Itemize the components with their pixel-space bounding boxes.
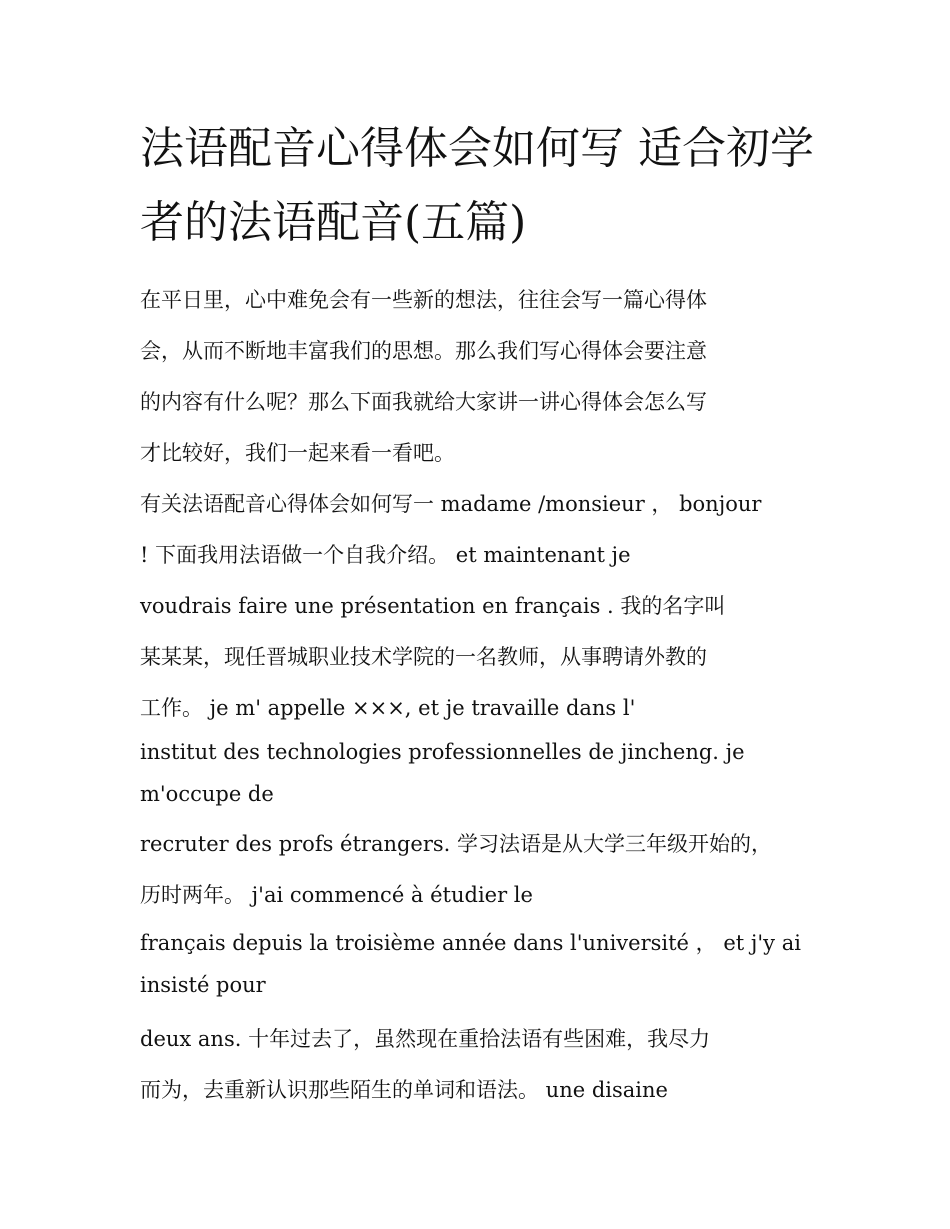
intro-line-1: 在平日里，心中难免会有一些新的想法，往往会写一篇心得体 xyxy=(140,288,707,312)
body-line-10: deux ans. 十年过去了，虽然现在重拾法语有些困难，我尽力 xyxy=(140,1027,711,1051)
intro-line-4: 才比较好，我们一起来看一看吧。 xyxy=(140,441,455,465)
intro-line-2: 会，从而不断地丰富我们的思想。那么我们写心得体会要注意 xyxy=(140,339,707,363)
body-line-6: institut des technologies professionnelles de jincheng. je m'occupe de xyxy=(140,740,745,806)
body-line-3: voudrais faire une présentation en français . 我的名字叫 xyxy=(140,594,726,618)
body-line-9: français depuis la troisième année dans l'université ， et j'y ai insisté pour xyxy=(140,931,801,997)
body-line-5: 工作。 je m' appelle ×××, et je travaille dans l' xyxy=(140,696,636,720)
body-line-1: 有关法语配音心得体会如何写一 madame /monsieur ， bonjour xyxy=(140,492,762,516)
body-line-2: ! 下面我用法语做一个自我介绍。 et maintenant je xyxy=(140,543,631,567)
document-title: 法语配音心得体会如何写 适合初学者的法语配音(五篇) xyxy=(140,123,814,248)
intro-line-3: 的内容有什么呢？那么下面我就给大家讲一讲心得体会怎么写 xyxy=(140,390,707,414)
body-line-7: recruter des profs étrangers. 学习法语是从大学三年级开始的， xyxy=(140,832,773,856)
body-line-11: 而为，去重新认识那些陌生的单词和语法。 une disaine xyxy=(140,1078,668,1102)
body-line-8: 历时两年。 j'ai commencé à étudier le xyxy=(140,883,533,907)
body-line-4: 某某某，现任晋城职业技术学院的一名教师，从事聘请外教的 xyxy=(140,645,707,669)
